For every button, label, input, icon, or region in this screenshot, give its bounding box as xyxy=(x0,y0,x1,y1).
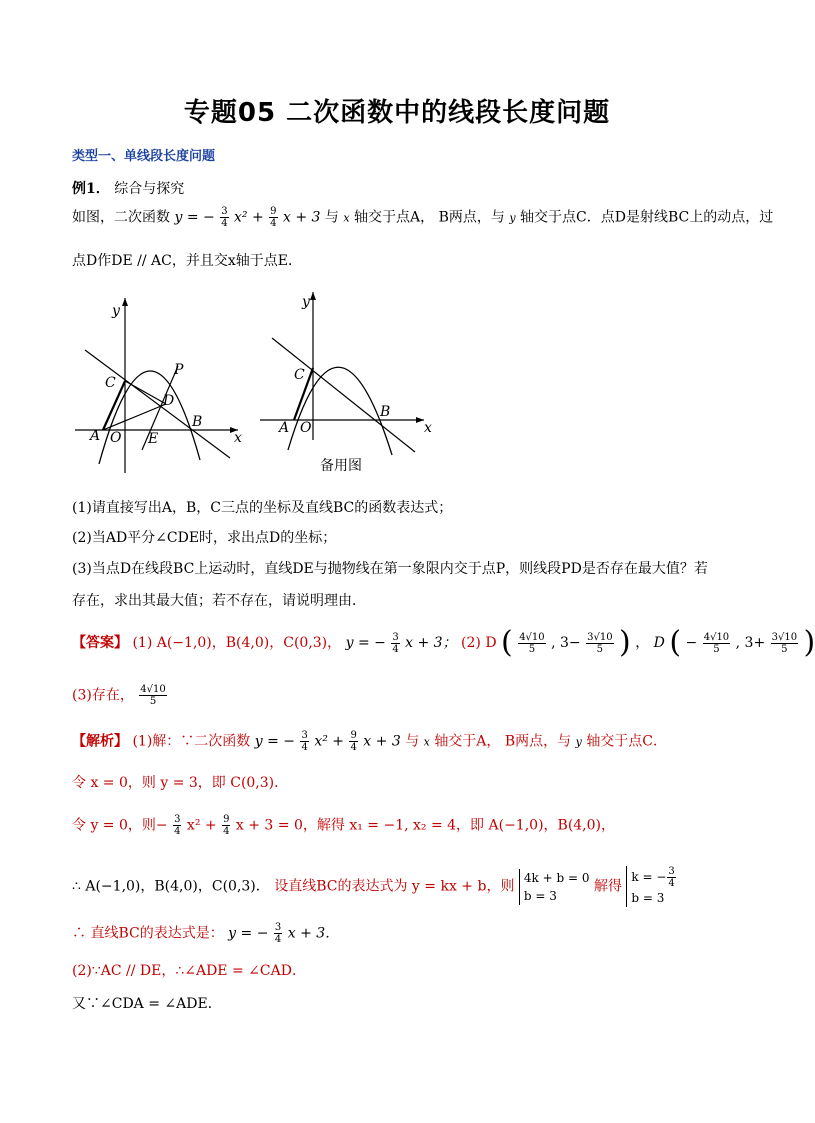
separator: ， xyxy=(635,635,650,651)
coord-prefix: − xyxy=(685,635,698,651)
function-figures xyxy=(70,290,450,480)
coord-prefix: 3+ xyxy=(744,635,766,651)
fraction-3-4: $\frac{3}{4}$ xyxy=(274,922,282,945)
problem-text: 与 xyxy=(324,209,339,226)
x-symbol: x xyxy=(423,735,430,749)
analysis-text: 解得 xyxy=(593,878,622,895)
question-3-line-2: 存在，求出其最大值；若不存在，请说明理由． xyxy=(72,593,366,609)
analysis-line-4 xyxy=(72,866,677,907)
answer-part-3: (3)存在， xyxy=(72,687,134,704)
question-3-line-1: (3)当点D在线段BC上运动时，直线DE与抛物线在第一象限内交于点P，则线段PD是否存在最大值？若 xyxy=(72,561,708,577)
fraction-answer-3: $\frac{4√10}{5}$ xyxy=(140,684,166,707)
function-text: x² + xyxy=(314,733,345,750)
solution-system: k = − $\frac{3}{4}$ b = 3 xyxy=(626,866,676,907)
section-type-label: 类型一、单线段长度问题 xyxy=(72,149,216,164)
figure-main xyxy=(75,298,242,473)
analysis-text: ∴ 直线BC的表达式是： xyxy=(72,925,224,942)
analysis-text: ∴ A(−1,0)，B(4,0)，C(0,3)． xyxy=(72,878,270,895)
fraction-9-4: $\frac{9}{4}$ xyxy=(270,206,277,229)
fig1-label: C xyxy=(105,375,116,391)
fig2-label: y xyxy=(302,294,310,310)
fig1-label: x xyxy=(234,430,242,446)
fig1-label: E xyxy=(148,431,159,447)
problem-text: 轴交于点A， xyxy=(354,209,435,226)
fraction-d2y: $\frac{3√10}{5}$ xyxy=(771,631,798,655)
figure-backup xyxy=(260,292,432,455)
problem-text: 如图，二次函数 xyxy=(72,209,170,226)
function-text: y = − xyxy=(254,733,296,750)
example-heading xyxy=(72,178,184,198)
fraction-3-4: $\frac{3}{4}$ xyxy=(221,206,228,229)
analysis-text: 设直线BC的表达式为 y = kx + b，则 xyxy=(274,878,515,895)
answer-label: 【答案】 xyxy=(72,635,128,651)
analysis-text: 与 xyxy=(405,733,420,750)
point-d: D xyxy=(653,635,665,651)
example-heading-text: 综合与探究 xyxy=(114,181,185,197)
fraction-3-4: $\frac{3}{4}$ xyxy=(174,814,181,837)
fig1-label: B xyxy=(192,414,203,430)
paren-close: ) xyxy=(803,625,815,660)
fig2-label: A xyxy=(279,420,290,436)
fraction-d1y: $\frac{3√10}{5}$ xyxy=(587,631,613,655)
y-symbol: y xyxy=(575,735,582,749)
analysis-line-5 xyxy=(72,922,339,945)
function-text: x + 3 xyxy=(283,209,321,226)
fraction-9-4: $\frac{9}{4}$ xyxy=(223,814,230,837)
y-symbol: y xyxy=(509,211,516,225)
function-text: x² + xyxy=(234,209,264,226)
answer-part-2: (2) D xyxy=(461,635,497,651)
fraction-d2x: $\frac{4√10}{5}$ xyxy=(703,631,730,655)
analysis-text: y = − xyxy=(228,925,269,942)
analysis-line-7: 又∵∠CDA = ∠ADE． xyxy=(72,996,222,1012)
analysis-text: x + 3． xyxy=(287,925,340,942)
analysis-text: x² + xyxy=(186,817,217,834)
fig2-label: x xyxy=(424,420,432,436)
fraction-9-4: $\frac{9}{4}$ xyxy=(350,730,357,753)
question-1: (1)请直接写出A，B，C三点的坐标及直线BC的函数表达式； xyxy=(72,500,453,516)
problem-text: 轴交于点C．点D是射线BC上的动点，过 xyxy=(520,209,774,226)
analysis-label: 【解析】 xyxy=(72,733,128,750)
fraction-d1x: $\frac{4√10}{5}$ xyxy=(519,631,545,655)
fraction-3-4: $\frac{3}{4}$ xyxy=(392,631,399,655)
fig2-label: B xyxy=(380,404,391,420)
paren-open: ( xyxy=(669,625,682,660)
analysis-line-3 xyxy=(72,814,615,837)
analysis-text: 轴交于点C． xyxy=(586,733,668,750)
paren-close: ) xyxy=(619,625,631,660)
coord-prefix: 3− xyxy=(560,635,581,651)
problem-line-1 xyxy=(72,206,773,229)
fig2-label: C xyxy=(294,367,305,383)
analysis-line-2: 令 x = 0，则 y = 3，即 C(0,3)． xyxy=(72,775,289,791)
analysis-text: (1)解：∵二次函数 xyxy=(132,733,251,750)
fig1-label: O xyxy=(110,430,122,446)
x-symbol: x xyxy=(343,211,350,225)
analysis-text: 轴交于A， xyxy=(434,733,501,750)
function-text: x + 3 xyxy=(363,733,401,750)
paren-open: ( xyxy=(501,625,513,660)
example-label: 例1． xyxy=(72,181,110,197)
problem-line-2: 点D作DE // AC，并且交x轴于点E． xyxy=(72,253,302,269)
fig1-label: P xyxy=(174,362,184,378)
fig2-label: O xyxy=(300,420,312,436)
analysis-text: B两点，与 xyxy=(504,733,572,750)
function-text: y = − xyxy=(174,209,215,226)
fig1-label: D xyxy=(163,393,175,409)
fraction-3-4: $\frac{3}{4}$ xyxy=(301,730,308,753)
question-2: (2)当AD平分∠CDE时，求出点D的坐标； xyxy=(72,530,337,546)
figure-caption: 备用图 xyxy=(320,458,362,474)
analysis-line-6: (2)∵AC // DE，∴∠ADE = ∠CAD． xyxy=(72,963,306,979)
equation-system: 4k + b = 0 b = 3 xyxy=(519,869,590,905)
analysis-text: x + 3 = 0，解得 x₁ = −1, x₂ = 4，即 A(−1,0)，B(4,0)， xyxy=(235,817,616,834)
answer-line-2 xyxy=(72,684,168,707)
answer-line-eq: y = − xyxy=(345,635,386,651)
problem-text: B两点，与 xyxy=(438,209,505,226)
answer-line-eq: x + 3； xyxy=(405,635,457,651)
page-title: 专题05 二次函数中的线段长度问题 xyxy=(183,98,611,128)
answer-part-1: (1) A(−1,0)，B(4,0)，C(0,3)， xyxy=(132,635,342,651)
analysis-text: 令 y = 0，则− xyxy=(72,817,168,834)
answer-line-1: 【答案】 (1) A(−1,0)，B(4,0)，C(0,3)， y = − $\frac{3}{4}$ x + 3； (2) D ( $\frac{4√10}{5}$ , 3− $\frac{3√10}{5}$ ) ， D ( − $\frac{4√10}{5}$ , 3+ $\frac{3√10}{5}$ ) xyxy=(72,625,815,660)
fig1-label: A xyxy=(90,428,101,444)
analysis-line-1 xyxy=(72,730,667,753)
fig1-label: y xyxy=(112,303,120,319)
